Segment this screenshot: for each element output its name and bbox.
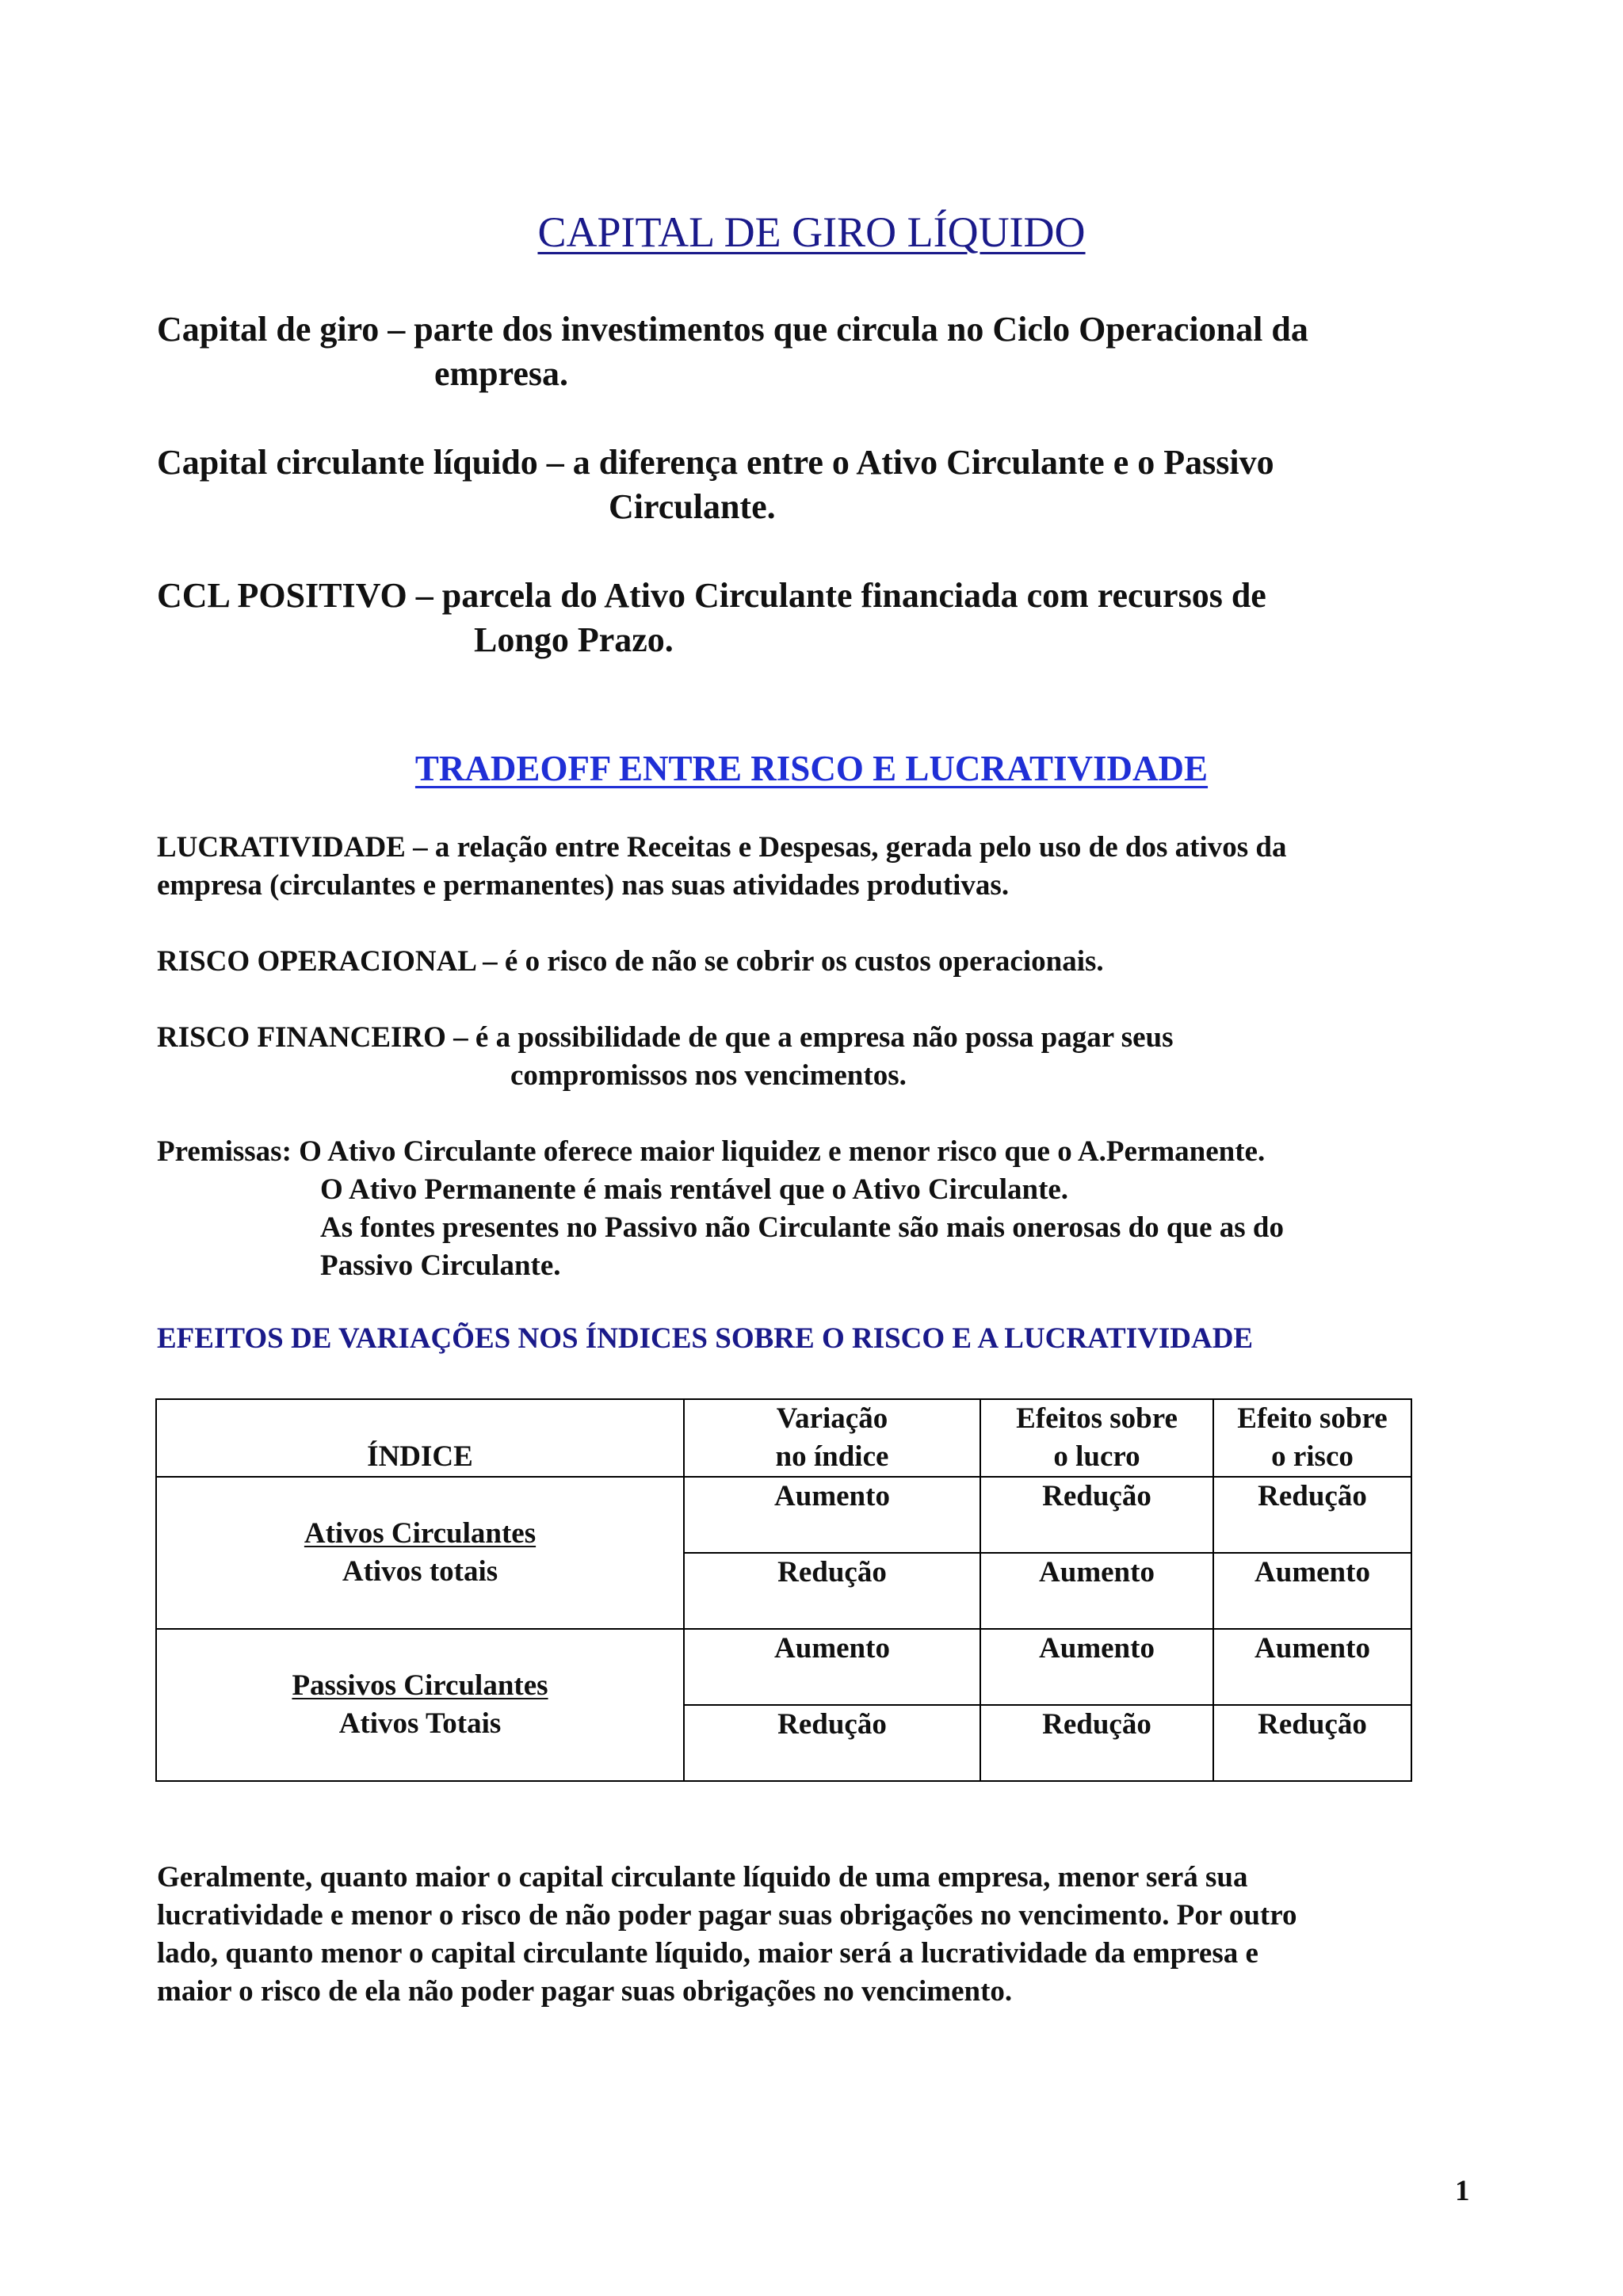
definition-line: empresa.	[434, 354, 569, 393]
header-line: Variação	[776, 1402, 888, 1435]
header-line: o risco	[1271, 1440, 1354, 1473]
cell-variacao: Redução	[684, 1553, 980, 1629]
index-denominator: Ativos totais	[342, 1555, 498, 1588]
definition-capital-de-giro	[157, 307, 1308, 396]
page-number: 1	[1455, 2175, 1470, 2207]
index-passivos-circulantes-ativos-totais	[156, 1629, 684, 1781]
paragraph-premissas	[157, 1133, 1284, 1285]
index-ativos-circulantes-ativos-totais	[156, 1477, 684, 1629]
cell-lucro: Redução	[980, 1705, 1213, 1781]
paragraph-line: Premissas: O Ativo Circulante oferece maior liquidez e menor risco que o A.Permanente.	[157, 1135, 1266, 1168]
definition-line: Circulante.	[609, 487, 776, 526]
paragraph-line: maior o risco de ela não poder pagar suas obrigações no vencimento.	[157, 1975, 1013, 2008]
paragraph-lucratividade	[157, 829, 1286, 905]
index-numerator: Passivos Circulantes	[292, 1669, 548, 1702]
cell-variacao: Redução	[684, 1705, 980, 1781]
cell-lucro: Aumento	[980, 1629, 1213, 1705]
table-row	[156, 1477, 1411, 1553]
table-row	[156, 1629, 1411, 1705]
definition-capital-circulante-liquido	[157, 441, 1274, 529]
index-effects-table	[155, 1398, 1412, 1782]
header-line: Efeito sobre	[1237, 1402, 1388, 1435]
cell-risco: Aumento	[1213, 1629, 1411, 1705]
definition-line: Longo Prazo.	[474, 620, 674, 659]
section-title: TRADEOFF ENTRE RISCO E LUCRATIVIDADE	[414, 749, 1209, 788]
definition-line: Capital circulante líquido – a diferença entre o Ativo Circulante e o Passivo	[157, 443, 1274, 482]
paragraph-line: As fontes presentes no Passivo não Circulante são mais onerosas do que as do	[320, 1211, 1284, 1244]
cell-variacao: Aumento	[684, 1477, 980, 1553]
cell-variacao: Aumento	[684, 1629, 980, 1705]
paragraph-line: lucratividade e menor o risco de não poder pagar suas obrigações no vencimento. Por outro	[157, 1899, 1297, 1932]
cell-risco: Aumento	[1213, 1553, 1411, 1629]
paragraph-line: Passivo Circulante.	[320, 1249, 561, 1282]
index-numerator: Ativos Circulantes	[304, 1517, 537, 1550]
page-title: CAPITAL DE GIRO LÍQUIDO	[537, 208, 1086, 256]
definition-line: CCL POSITIVO – parcela do Ativo Circulante financiada com recursos de	[157, 576, 1266, 615]
cell-risco: Redução	[1213, 1705, 1411, 1781]
header-variacao	[684, 1399, 980, 1477]
definition-ccl-positivo	[157, 574, 1266, 662]
paragraph-line: RISCO FINANCEIRO – é a possibilidade de que a empresa não possa pagar seus	[157, 1021, 1174, 1054]
paragraph-conclusion	[157, 1859, 1297, 2011]
paragraph-line: LUCRATIVIDADE – a relação entre Receitas e Despesas, gerada pelo uso de dos ativos da	[157, 831, 1287, 864]
header-line: Efeitos sobre	[1016, 1402, 1178, 1435]
cell-lucro: Aumento	[980, 1553, 1213, 1629]
table-header-row	[156, 1399, 1411, 1477]
paragraph-line: compromissos nos vencimentos.	[510, 1059, 907, 1092]
header-efeitos-lucro	[980, 1399, 1213, 1477]
paragraph-line: Geralmente, quanto maior o capital circulante líquido de uma empresa, menor será sua	[157, 1861, 1248, 1894]
header-line: o lucro	[1053, 1440, 1140, 1473]
cell-lucro: Redução	[980, 1477, 1213, 1553]
index-denominator: Ativos Totais	[338, 1707, 502, 1740]
paragraph-line: empresa (circulantes e permanentes) nas suas atividades produtivas.	[157, 869, 1010, 902]
header-indice: ÍNDICE	[156, 1399, 684, 1477]
definition-line: Capital de giro – parte dos investimentos que circula no Ciclo Operacional da	[157, 310, 1308, 349]
cell-risco: Redução	[1213, 1477, 1411, 1553]
header-efeito-risco	[1213, 1399, 1411, 1477]
paragraph-line: O Ativo Permanente é mais rentável que o Ativo Circulante.	[320, 1173, 1069, 1206]
paragraph-risco-operacional: RISCO OPERACIONAL – é o risco de não se cobrir os custos operacionais.	[157, 945, 1104, 978]
effects-title: EFEITOS DE VARIAÇÕES NOS ÍNDICES SOBRE O RISCO E A LUCRATIVIDADE	[157, 1322, 1254, 1355]
paragraph-line: lado, quanto menor o capital circulante líquido, maior será a lucratividade da empresa e	[157, 1937, 1258, 1970]
header-line: no índice	[775, 1440, 889, 1473]
paragraph-risco-financeiro	[157, 1019, 1174, 1095]
